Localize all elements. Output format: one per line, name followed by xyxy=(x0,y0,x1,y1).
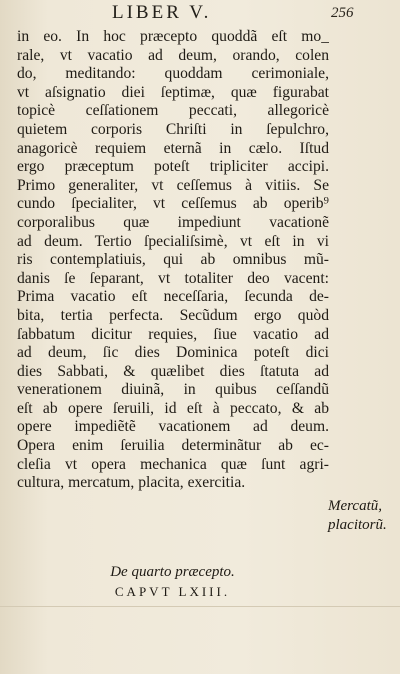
running-title: LIBER V. xyxy=(112,2,212,23)
text-line: cundo ſpecialiter, vt ceſſemus ab operib⁹ xyxy=(17,195,329,213)
margin-note: Mercatũ, xyxy=(328,498,383,514)
text-line: corporalibus quæ impediunt vacationẽ xyxy=(17,213,329,231)
margin-note: placitorũ. xyxy=(328,517,387,533)
text-line: opere impediẽtẽ vacationem ad deum. xyxy=(17,418,329,436)
page-header xyxy=(0,2,400,26)
margin-notes xyxy=(328,497,398,535)
text-line: dies Sabbati, & quælibet dies ſtatuta ad xyxy=(17,362,329,380)
text-line: cleſia vt opera mechanica quæ ſunt agri- xyxy=(17,455,329,473)
text-line: ris contemplatiuis, qui ab omnibus mũ- xyxy=(17,251,329,269)
text-line: venerationem diuinã, in quibus ceſſandũ xyxy=(17,381,329,399)
text-line: Opera enim ſeruilia determinãtur ab ec- xyxy=(17,437,329,455)
text-line: anagoricè requiem eternã in cælo. Iſtud xyxy=(17,139,329,157)
text-line: ad deum. Tertio ſpecialiſsimè, vt eſt in vi xyxy=(17,232,329,250)
text-line: rale, vt vacatio ad deum, orando, colen xyxy=(17,46,329,64)
text-line: danis ſe ſeparant, vt totaliter deo vacent: xyxy=(17,269,329,287)
text-line: in eo. In hoc præcepto quoddã eſt mo_ xyxy=(17,28,329,45)
text-line: Prima vacatio eſt neceſſaria, ſecunda de- xyxy=(17,288,329,306)
text-line: do, meditando: quoddam cerimoniale, xyxy=(17,65,329,83)
section-title: De quarto præcepto. xyxy=(110,564,235,580)
text-line: quietem corporis Chriſti in ſepulchro, xyxy=(17,120,329,138)
text-line: ergo præceptum poteſt tripliciter accipi. xyxy=(17,158,329,176)
text-line: ad deum, ſic dies Dominica poteſt dici xyxy=(17,344,329,362)
text-line: ſabbatum dicitur requies, ſiue vacatio ad xyxy=(17,325,329,343)
text-line: vt aſsignatio diei ſeptimæ, quæ figurabat xyxy=(17,83,329,101)
text-line: cultura, mercatum, placita, exercitia. xyxy=(17,474,246,492)
page-rule xyxy=(0,606,400,607)
text-line: topicè ceſſationem peccati, allegoricè xyxy=(17,102,329,120)
page-number: 256 xyxy=(331,5,354,21)
body-text xyxy=(17,28,329,493)
text-line: bita, tertia perfecta. Secũdum ergo quòd xyxy=(17,306,329,324)
chapter-heading: CAPVT LXIII. xyxy=(114,584,231,599)
text-line: eſt ab opere ſeruili, id eſt à peccato, & ab xyxy=(17,399,329,417)
text-line: Primo generaliter, vt ceſſemus à vitiis. Se xyxy=(17,176,329,194)
